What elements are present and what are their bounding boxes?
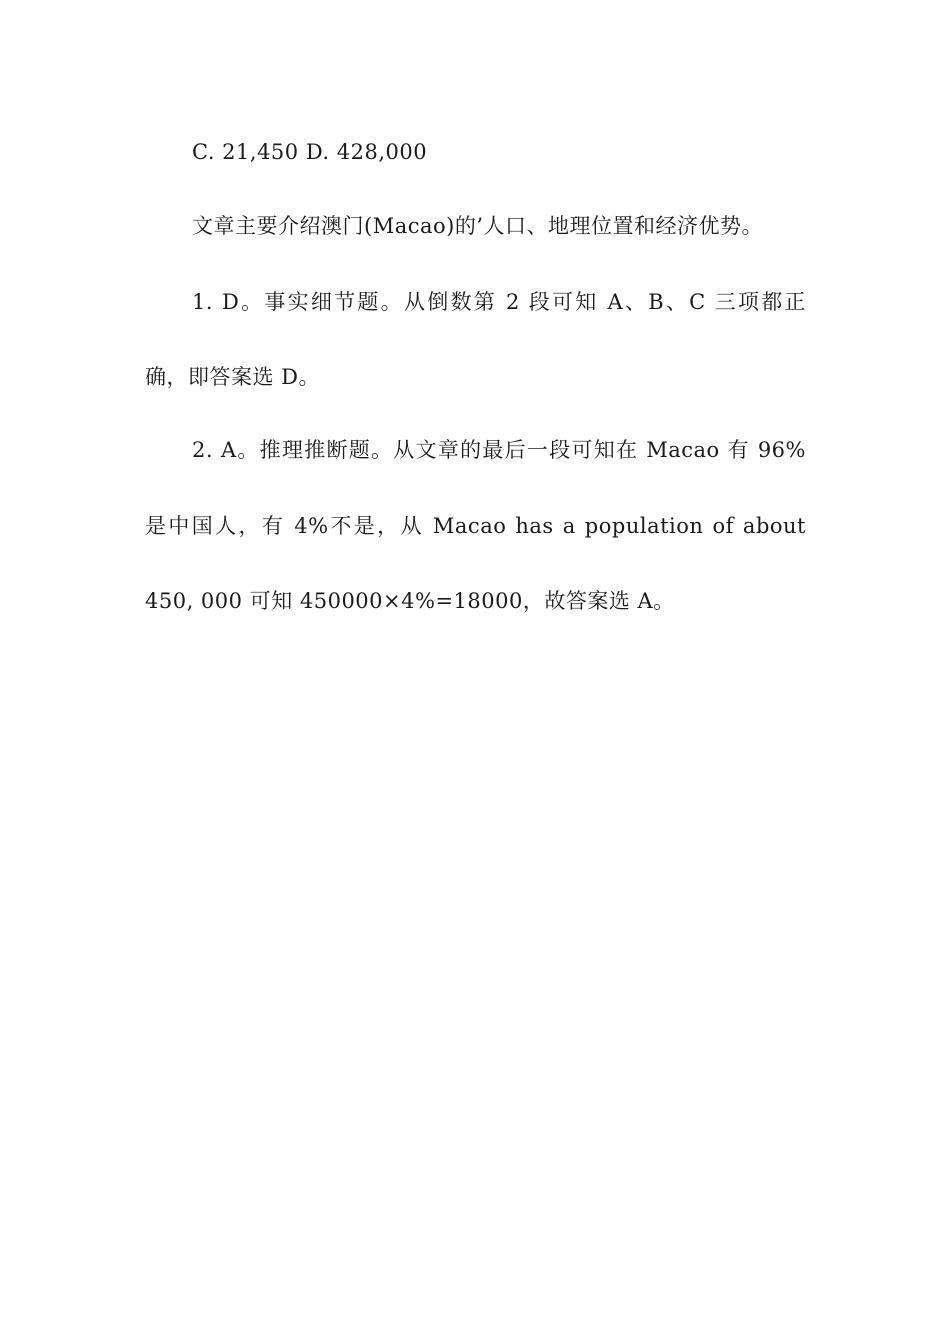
summary-paragraph: 文章主要介绍澳门(Macao)的’人口、地理位置和经济优势。 [192, 214, 764, 238]
answer-1-line-2: 确，即答案选 D。 [145, 365, 321, 389]
answer-1-line-1: 1. D。事实细节题。从倒数第 2 段可知 A、B、C 三项都正 [192, 290, 806, 314]
answer-2-line-1: 2. A。推理推断题。从文章的最后一段可知在 Macao 有 96% [192, 438, 806, 462]
answer-2-line-3: 450, 000 可知 450000×4%=18000，故答案选 A。 [145, 589, 675, 613]
answer-2-line-2: 是中国人，有 4%不是，从 Macao has a population of about [145, 514, 806, 538]
options-line: C. 21,450 D. 428,000 [192, 140, 428, 164]
